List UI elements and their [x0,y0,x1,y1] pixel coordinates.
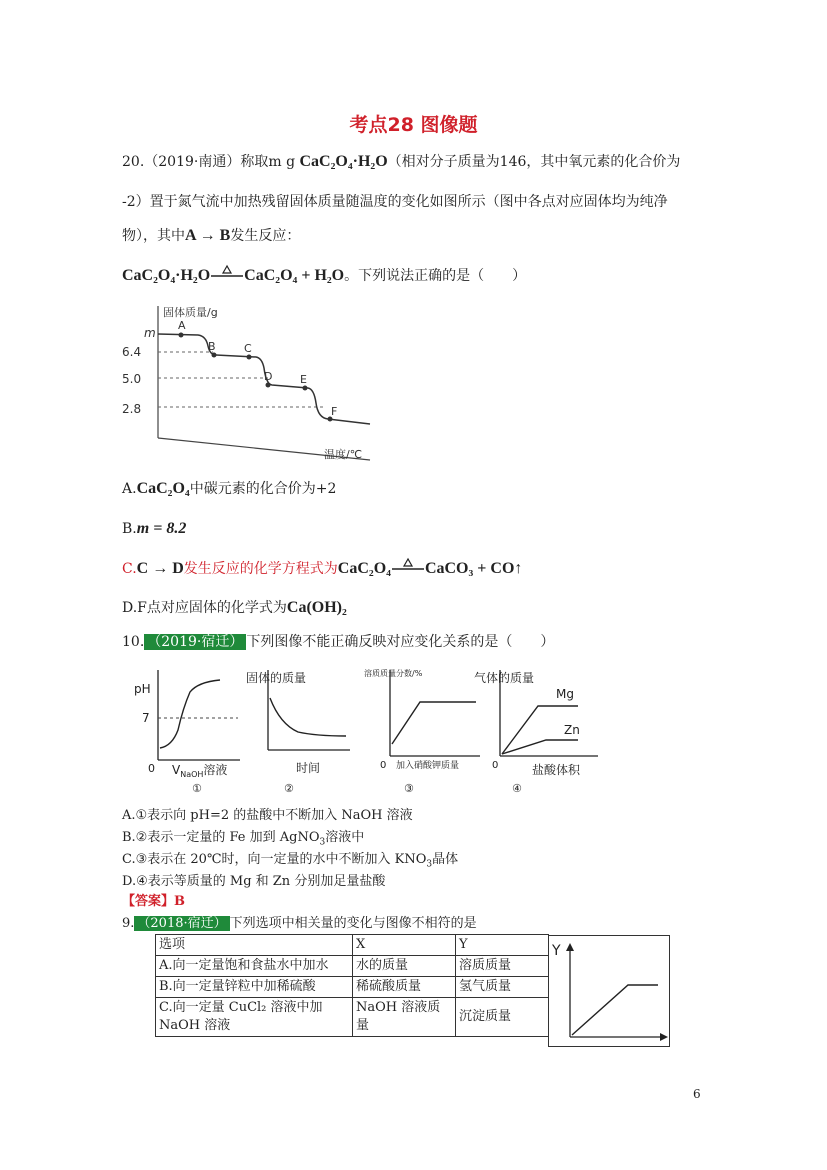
q20-opt-c-right: CaCO₃ + CO↑ [424,560,523,577]
q20-mass-temperature-graph [118,298,373,466]
label-e: E [300,373,307,386]
q20-opt-a-letter: A. [122,481,137,497]
g3-number: ③ [404,782,414,795]
table-cell: 溶质质量 [456,956,549,977]
q9-stem [122,914,477,934]
g3-origin: 0 [380,760,387,771]
q20-opt-c-text: 发生反应的化学方程式为 [183,561,338,577]
q20-equation [122,264,526,288]
q9-question: 下列选项中相关量的变化与图像不相符的是 [229,916,477,931]
label-f: F [331,405,338,418]
q20-option-b [122,519,186,539]
y-axis-label: 固体质量/g [163,306,218,319]
label-d: D [264,370,273,383]
table-cell: 稀硫酸质量 [353,977,456,998]
q20-eq-left: CaC₂O₄·H₂O [122,267,211,284]
table-header: Y [456,935,549,956]
q20-a-to-b: A → B [185,227,231,244]
g1-origin: 0 [148,762,155,775]
label-c: C [244,342,252,355]
g4-xlabel: 盐酸体积 [532,763,581,777]
q20-opt-b-letter: B. [122,521,137,537]
q10-option-c: C.③表示在 20℃时，向一定量的水中不断加入 $KNO_3$晶体 [122,852,459,870]
table-row [156,935,549,956]
table-cell: NaOH 溶液质量 [353,998,456,1037]
table-header: 选项 [156,935,353,956]
table-cell: A.向一定量饱和食盐水中加水 [156,956,353,977]
g4-curve-zn [502,740,578,754]
q20-opt-d-text: D.F点对应固体的化学式为 [122,600,287,616]
q10-graph-2 [246,670,350,795]
q10-option-a: A.①表示向 pH=2 的盐酸中不断加入 NaOH 溶液 [122,808,413,823]
ytick-5.0: 5.0 [122,372,142,386]
table-cell: 氢气质量 [456,977,549,998]
q20-opt-c-left: CaC₂O₄ [337,560,391,577]
ytick-2.8: 2.8 [122,402,142,416]
q10-option-b: B.②表示一定量的 Fe 加到 AgNO$_3$溶液中 [122,830,365,848]
q10-option-d: D.④表示等质量的 Mg 和 Zn 分别加足量盐酸 [122,874,386,889]
g4-label-mg: Mg [556,687,574,701]
page-number: 6 [693,1087,701,1101]
point-b [212,353,217,358]
g2-ylabel: 固体的质量 [246,671,307,685]
x-axis-label: 温度/℃ [324,448,363,461]
q20-question: 。下列说法正确的是（ ） [344,268,527,284]
q10-question: 下列图像不能正确反映对应变化关系的是（ ） [246,634,555,650]
heat-arrow-icon [391,557,425,581]
point-d [266,383,271,388]
table-row [156,998,549,1037]
point-a [179,333,184,338]
q20-line3-pre: 物），其中 [122,228,185,244]
g1-xlabel: $V_{NaOH}$溶液 [172,763,228,779]
answer-label: 【答案】 [122,894,175,909]
q10-graph-1 [134,670,240,795]
g1-ytick-7: 7 [142,711,150,725]
q10-graph-4 [474,670,598,795]
q9-source-tag: （2018·宿迁） [134,916,229,931]
g4-label-zn: Zn [564,723,580,737]
g2-xlabel: 时间 [296,761,321,775]
q20-stem-cont: （相对分子质量为146，其中氧元素的化合价为 [387,154,681,170]
q20-option-c [122,557,522,581]
q10-number: 10. [122,634,145,650]
ytick-m: m [144,326,156,340]
q20-option-a [122,479,336,499]
q20-option-d [122,598,347,618]
g3-ylabel: 溶质质量分数/% [364,669,423,678]
q9-number: 9. [122,916,135,931]
label-a: A [178,319,186,332]
heat-arrow-icon [210,264,244,288]
q10-source-tag: （2019·宿迁） [144,634,246,650]
q20-stem-start: 20.（2019·南通）称取m g [122,154,300,170]
table-row [156,977,549,998]
q9-table [155,934,549,1037]
q20-opt-a-formula: CaC₂O₄ [136,480,190,497]
g1-number: ① [192,782,202,795]
page-title: 考点28 图像题 [349,114,478,136]
q9-curve [572,985,658,1035]
point-c [247,355,252,360]
g4-ylabel: 气体的质量 [474,671,535,685]
q20-eq-right: CaC₂O₄ + H₂O [244,267,345,284]
q20-line3-post: 发生反应： [230,228,301,244]
answer-value: B [174,894,186,909]
table-row [156,956,549,977]
q20-line3 [122,226,300,246]
label-b: B [208,340,216,353]
q20-opt-d-formula: Ca(OH)₂ [286,599,347,616]
point-e [303,386,308,391]
q9-graph [548,935,670,1047]
g2-curve [270,698,346,736]
table-cell: B.向一定量锌粒中加稀硫酸 [156,977,353,998]
q20-opt-a-text: 中碳元素的化合价为+2 [189,481,337,497]
table-cell: 水的质量 [353,956,456,977]
g4-number: ④ [512,782,522,795]
g1-ylabel: pH [134,682,151,696]
q20-opt-b-formula: m = 8.2 [136,520,187,537]
table-header: X [353,935,456,956]
q20-formula-hydrate: CaC₂O₄·H₂O [299,153,388,170]
q10-graph-3 [364,668,480,795]
g3-xlabel: 加入硝酸钾质量 [396,761,460,771]
g1-curve [160,680,220,748]
q10-answer [122,892,185,912]
q20-line1 [122,152,680,172]
q20-opt-c-letter: C. [122,561,137,577]
g4-origin: 0 [492,760,499,771]
q20-line2: -2）置于氮气流中加热残留固体质量随温度的变化如图所示（图中各点对应固体均为纯净 [122,194,668,210]
g3-curve [392,702,476,744]
q20-c-to-d: C → D [136,560,184,577]
ytick-6.4: 6.4 [122,345,142,359]
q10-graphs [128,660,678,798]
q10-stem [122,632,554,652]
table-cell: C.向一定量 CuCl₂ 溶液中加 NaOH 溶液 [156,998,353,1037]
table-cell: 沉淀质量 [456,998,549,1037]
q9-graph-ylabel: Y [552,943,561,959]
g2-number: ② [284,782,294,795]
